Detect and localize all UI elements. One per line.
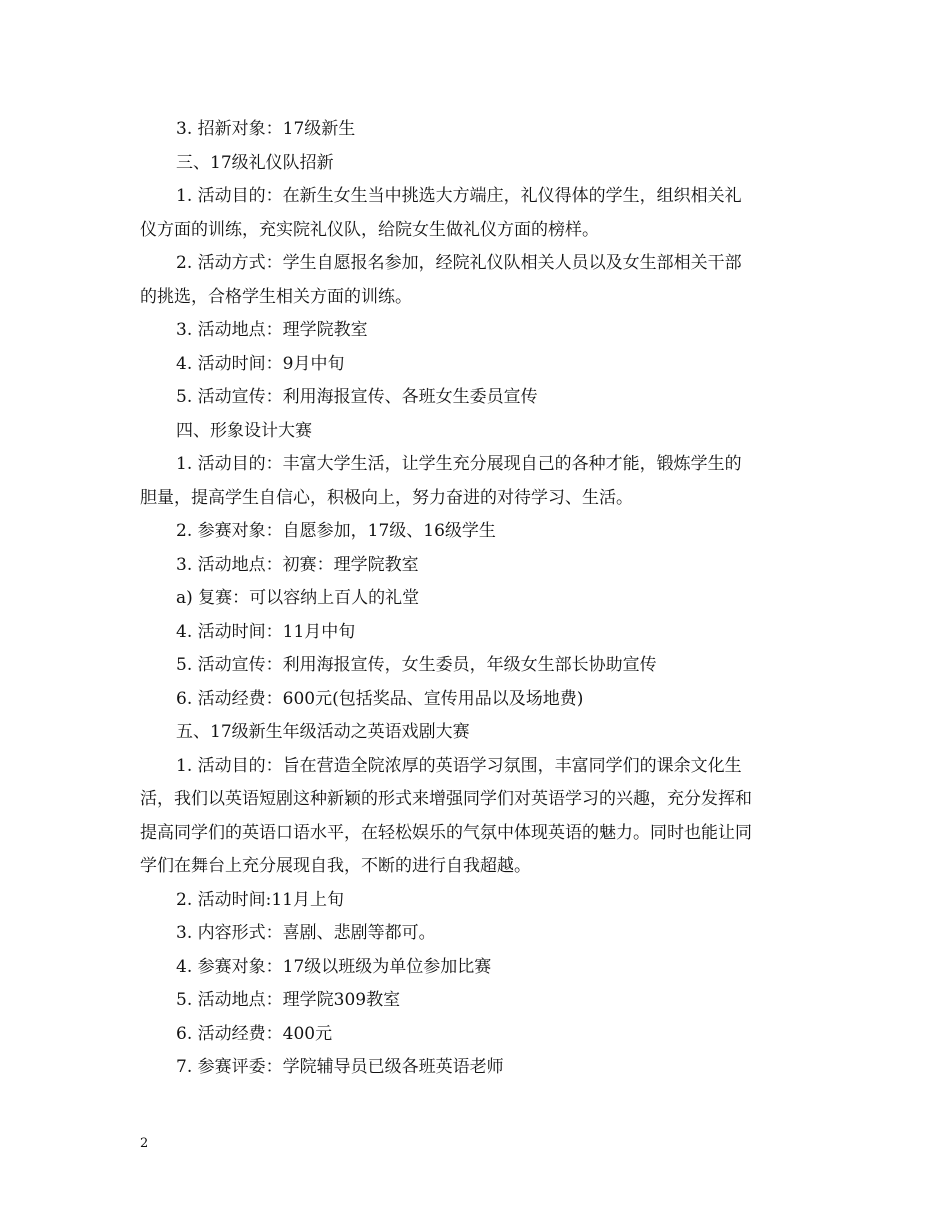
text-line: 活，我们以英语短剧这种新颖的形式来增强同学们对英语学习的兴趣，充分发挥和 [140,789,752,809]
text-line: 3. 活动地点：初赛：理学院教室 [176,554,419,575]
text-line: 4. 活动时间：11月中旬 [176,621,356,642]
text-line: a) 复赛：可以容纳上百人的礼堂 [176,588,420,608]
text-line: 4. 活动时间：9月中旬 [176,353,345,374]
text-line: 3. 活动地点：理学院教室 [176,320,368,340]
section-heading: 五、17级新生年级活动之英语戏剧大赛 [176,722,470,742]
text-line: 3. 招新对象：17级新生 [176,119,356,139]
section-heading: 三、17级礼仪队招新 [176,152,334,173]
text-line: 5. 活动地点：理学院309教室 [176,990,401,1010]
text-line: 提高同学们的英语口语水平，在轻松娱乐的气氛中体现英语的魅力。同时也能让同 [140,822,752,843]
text-line: 5. 活动宣传：利用海报宣传、各班女生委员宣传 [176,387,538,407]
document-body [140,113,808,1085]
section-heading: 四、形象设计大赛 [176,420,312,441]
text-line: 6. 活动经费：400元 [176,1023,333,1044]
text-line: 2. 活动方式：学生自愿报名参加，经院礼仪队相关人员以及女生部相关干部 [176,253,742,273]
text-line: 2. 活动时间:11月上旬 [176,889,344,910]
text-line: 7. 参赛评委：学院辅导员已级各班英语老师 [176,1057,504,1077]
text-line: 2. 参赛对象：自愿参加，17级、16级学生 [176,521,496,541]
text-line: 学们在舞台上充分展现自我，不断的进行自我超越。 [140,856,531,876]
text-line: 的挑选，合格学生相关方面的训练。 [140,286,412,307]
text-line: 4. 参赛对象：17级以班级为单位参加比赛 [176,956,492,977]
text-line: 1. 活动目的：丰富大学生活，让学生充分展现自己的各种才能，锻炼学生的 [176,454,742,474]
text-line: 3. 内容形式：喜剧、悲剧等都可。 [176,923,436,943]
page-number: 2 [140,1136,149,1151]
text-line: 胆量，提高学生自信心，积极向上，努力奋进的对待学习、生活。 [140,487,633,508]
text-line: 6. 活动经费：600元(包括奖品、宣传用品以及场地费) [176,688,584,709]
text-line: 1. 活动目的：旨在营造全院浓厚的英语学习氛围，丰富同学们的课余文化生 [176,755,742,776]
text-line: 仪方面的训练，充实院礼仪队，给院女生做礼仪方面的榜样。 [140,219,599,240]
text-line: 5. 活动宣传：利用海报宣传，女生委员，年级女生部长协助宣传 [176,655,657,675]
text-line: 1. 活动目的：在新生女生当中挑选大方端庄，礼仪得体的学生，组织相关礼 [176,186,742,206]
